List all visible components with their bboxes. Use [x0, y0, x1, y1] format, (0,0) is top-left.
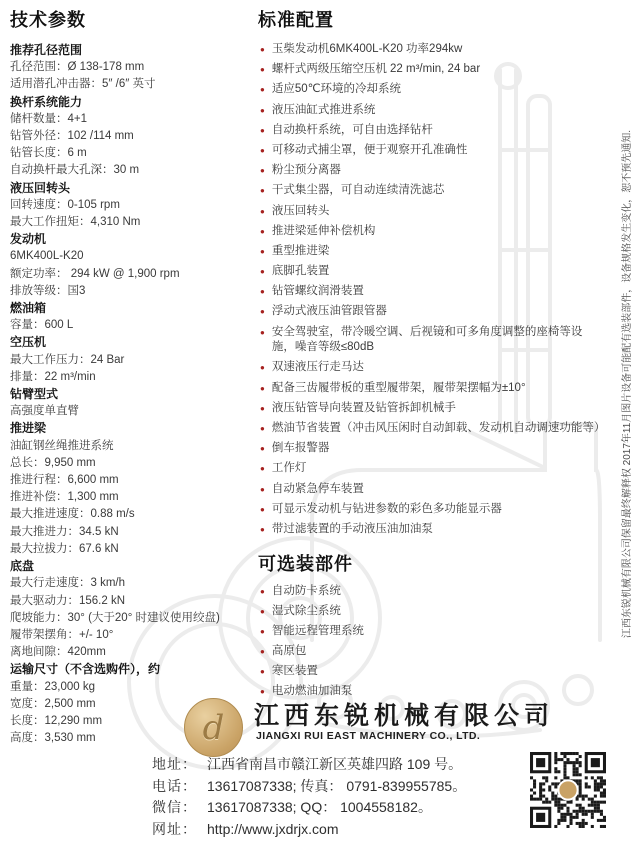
- bullet-text: 底脚孔装置: [271, 265, 330, 278]
- spec-line: 油缸钢丝绳推进系统: [10, 439, 114, 452]
- bullet-item: [260, 325, 604, 356]
- bullet-text: 适应50℃环境的冷却系统: [271, 83, 402, 96]
- spec-line: 钻管外径：102 /114 mm: [10, 130, 134, 143]
- spec-line: 最大驱动力：156.2 kN: [10, 594, 126, 607]
- spec-group-header: 液压回转头: [10, 180, 71, 195]
- spec-group-header: 推进梁: [10, 421, 47, 436]
- spec-group-header: 发动机: [10, 232, 47, 247]
- bullet-item: [260, 183, 604, 199]
- bullet-item: [260, 604, 604, 620]
- spec-line: 自动换杆最大孔深：30 m: [10, 164, 140, 177]
- optional-parts-title: 可选装部件: [258, 553, 353, 574]
- bullet-icon: ●: [260, 687, 265, 697]
- spec-line: 钻管长度：6 m: [10, 147, 87, 160]
- bullet-item: [260, 264, 604, 280]
- bullet-text: 寒区装置: [271, 665, 318, 678]
- contact-label: 微信：: [152, 799, 197, 815]
- spec-line: 最大工作压力：24 Bar: [10, 353, 125, 366]
- bullet-item: [260, 644, 604, 660]
- config-column: [258, 6, 604, 705]
- spec-group-header: 空压机: [10, 335, 47, 350]
- bullet-item: [260, 522, 604, 538]
- bullet-text: 粉尘预分离器: [271, 164, 341, 177]
- spec-line: 容量：600 L: [10, 319, 74, 332]
- bullet-item: [260, 441, 604, 457]
- contact-list: [152, 754, 466, 840]
- logo-letter: d: [202, 707, 225, 748]
- bullet-item: [260, 482, 604, 498]
- bullet-text: 可移动式捕尘罩，便于观察开孔准确性: [271, 143, 468, 156]
- standard-config-list: [258, 42, 604, 538]
- bullet-icon: ●: [260, 383, 265, 393]
- optional-parts-section: [258, 550, 604, 701]
- bullet-icon: ●: [260, 444, 265, 454]
- spec-line: 最大推进力：34.5 kN: [10, 525, 119, 538]
- bullet-text: 工作灯: [271, 462, 307, 475]
- contact-row: [152, 776, 466, 798]
- bullet-text: 倒车报警器: [271, 442, 330, 455]
- spec-line: 排放等级：国3: [10, 284, 86, 297]
- bullet-icon: ●: [260, 307, 265, 317]
- spec-line: 爬坡能力：30° (大于20° 时建议使用绞盘): [10, 611, 220, 624]
- bullet-item: [260, 304, 604, 320]
- bullet-text: 高原包: [271, 645, 307, 658]
- bullet-icon: ●: [260, 403, 265, 413]
- bullet-text: 液压回转头: [271, 204, 330, 217]
- bullet-text: 玉柴发动机6MK400L-K20 功率294kw: [271, 43, 463, 55]
- spec-line: 推进补偿：1,300 mm: [10, 491, 119, 504]
- bullet-icon: ●: [260, 363, 265, 373]
- qr-center-logo: [558, 780, 577, 799]
- bullet-icon: ●: [260, 85, 265, 95]
- bullet-text: 浮动式液压油管跟管器: [271, 305, 387, 318]
- contact-label: 地址：: [152, 756, 197, 772]
- contact-value: http://www.jxdrjx.com: [207, 820, 339, 837]
- bullet-text: 液压油缸式推进系统: [271, 103, 376, 116]
- bullet-text: 电动燃油加油泵: [271, 685, 353, 698]
- spec-line: 最大拉拔力：67.6 kN: [10, 542, 119, 555]
- bullet-icon: ●: [260, 166, 265, 176]
- bullet-item: [260, 421, 604, 437]
- bullet-text: 干式集尘器，可自动连续清洗滤芯: [271, 184, 445, 197]
- bullet-icon: ●: [260, 267, 265, 277]
- bullet-text: 安全驾驶室，带冷暖空调、后视镜和可多角度调整的座椅等设施，噪音等级≤80dB: [271, 325, 583, 354]
- spec-line: 重量：23,000 kg: [10, 680, 96, 693]
- spec-line: 6MK400L-K20: [10, 250, 84, 263]
- contact-row: [152, 754, 466, 776]
- spec-line: 高度：3,530 mm: [10, 732, 96, 745]
- bullet-icon: ●: [260, 626, 265, 636]
- spec-group-header: 换杆系统能力: [10, 94, 83, 109]
- spec-group-header: 钻臂型式: [10, 387, 59, 402]
- optional-parts-list: [258, 584, 604, 701]
- bullet-item: [260, 42, 604, 58]
- bullet-item: [260, 103, 604, 119]
- contact-row: [152, 797, 466, 819]
- bullet-item: [260, 163, 604, 179]
- bullet-item: [260, 584, 604, 600]
- bullet-item: [260, 664, 604, 680]
- bullet-text: 双速液压行走马达: [271, 361, 364, 374]
- bullet-icon: ●: [260, 246, 265, 256]
- bullet-text: 推进梁延伸补偿机构: [271, 224, 376, 237]
- bullet-icon: ●: [260, 105, 265, 115]
- bullet-item: [260, 381, 604, 397]
- bullet-icon: ●: [260, 504, 265, 514]
- bullet-icon: ●: [260, 206, 265, 216]
- bullet-text: 自动换杆系统，可自由选择钻杆: [271, 123, 433, 136]
- bullet-icon: ●: [260, 327, 265, 337]
- spec-line: 高强度单直臂: [10, 405, 79, 418]
- bullet-icon: ●: [260, 464, 265, 474]
- bullet-item: [260, 204, 604, 220]
- standard-config-title: 标准配置: [258, 10, 334, 30]
- bullet-icon: ●: [260, 423, 265, 433]
- bullet-item: [260, 123, 604, 139]
- contact-label: 电话：: [152, 777, 197, 794]
- bullet-text: 重型推进梁: [271, 244, 330, 257]
- contact-row: [152, 819, 466, 841]
- spec-line: 离地间隙：420mm: [10, 646, 106, 659]
- company-name-en: JIANGXI RUI EAST MACHINERY CO., LTD.: [256, 730, 481, 742]
- bullet-text: 可显示发动机与钻进参数的彩色多功能显示器: [271, 502, 502, 515]
- contact-value: 13617087338; 传真： 0791-839955785。: [207, 777, 467, 794]
- bullet-text: 自动防卡系统: [271, 584, 341, 597]
- bullet-item: [260, 461, 604, 477]
- spec-line: 长度：12,290 mm: [10, 714, 103, 727]
- bullet-item: [260, 143, 604, 159]
- qr-code: [530, 752, 606, 828]
- bullet-text: 液压钻管导向装置及钻管拆卸机械手: [271, 401, 456, 414]
- bullet-icon: ●: [260, 145, 265, 155]
- bullet-item: [260, 624, 604, 640]
- spec-line: 最大行走速度：3 km/h: [10, 577, 126, 590]
- bullet-item: [260, 502, 604, 518]
- bullet-icon: ●: [260, 45, 265, 54]
- spec-line: 适用潜孔冲击器：5″ /6″ 英寸: [10, 78, 156, 91]
- bullet-text: 带过滤装置的手动液压油加油泵: [271, 522, 433, 535]
- bullet-text: 燃油节省装置（冲击风压闲时自动卸载、发动机自动调速功能等）: [271, 421, 606, 434]
- spec-line: 孔径范围：Ø 138-178 mm: [10, 61, 145, 74]
- contact-label: 网址：: [152, 820, 197, 837]
- spec-group-header: 燃油箱: [10, 301, 47, 316]
- company-name-cn: 江西东锐机械有限公司: [254, 702, 555, 730]
- bullet-item: [260, 401, 604, 417]
- tech-specs-section: [10, 6, 250, 747]
- spec-line: 排量：22 m³/min: [10, 370, 96, 383]
- spec-line: 最大推进速度：0.88 m/s: [10, 508, 135, 521]
- spec-group-header: 运输尺寸（不含选购件），约: [10, 662, 161, 677]
- spec-line: 履带架摆角：+/- 10°: [10, 628, 114, 641]
- bullet-icon: ●: [260, 586, 265, 596]
- disclaimer-vertical: 江西东锐机械有限公司保留最终解释权 2017年11月图片设备可能配有选装部件，设备规格发生变化，恕不预先通知.: [622, 129, 633, 639]
- spec-line: 宽度：2,500 mm: [10, 697, 96, 710]
- bullet-icon: ●: [260, 647, 265, 657]
- bullet-icon: ●: [260, 484, 265, 494]
- bullet-icon: ●: [260, 667, 265, 677]
- contact-value: 江西省南昌市赣江新区英雄四路 109 号。: [207, 756, 463, 772]
- spec-group-header: 推荐孔径范围: [10, 43, 83, 57]
- bullet-item: [260, 224, 604, 240]
- bullet-icon: ●: [260, 606, 265, 616]
- bullet-text: 湿式除尘系统: [271, 604, 341, 617]
- bullet-item: [260, 62, 604, 78]
- bullet-item: [260, 82, 604, 98]
- standard-config-section: [258, 6, 604, 538]
- spec-line: 总长：9,950 mm: [10, 456, 96, 469]
- bullet-item: [260, 360, 604, 376]
- spec-line: 储杆数量：4+1: [10, 112, 88, 125]
- tech-spec-groups: [10, 42, 250, 747]
- spec-line: 最大工作扭矩：4,310 Nm: [10, 216, 141, 229]
- spec-line: 额定功率： 294 kW @ 1,900 rpm: [10, 267, 180, 280]
- bullet-icon: ●: [260, 65, 265, 75]
- bullet-text: 螺杆式两级压缩空压机 22 m³/min, 24 bar: [271, 63, 481, 76]
- spec-line: 回转速度：0-105 rpm: [10, 198, 120, 211]
- bullet-icon: ●: [260, 287, 265, 297]
- bullet-icon: ●: [260, 186, 265, 196]
- bullet-text: 智能远程管理系统: [271, 624, 364, 637]
- bullet-item: [260, 244, 604, 260]
- bullet-text: 钻管螺纹润滑装置: [271, 285, 364, 298]
- bullet-icon: ●: [260, 226, 265, 236]
- tech-specs-title: 技术参数: [10, 10, 86, 30]
- bullet-item: [260, 284, 604, 300]
- bullet-icon: ●: [260, 125, 265, 135]
- company-logo: [184, 698, 243, 757]
- spec-group-header: 底盘: [10, 559, 35, 574]
- footer: [0, 690, 622, 846]
- bullet-text: 配备三齿履带板的重型履带架，履带架摆幅为±10°: [271, 381, 526, 394]
- bullet-icon: ●: [260, 524, 265, 534]
- contact-value: 13617087338; QQ： 1004558182。: [207, 799, 432, 815]
- spec-line: 推进行程：6,600 mm: [10, 474, 119, 487]
- bullet-text: 自动紧急停车装置: [271, 482, 364, 495]
